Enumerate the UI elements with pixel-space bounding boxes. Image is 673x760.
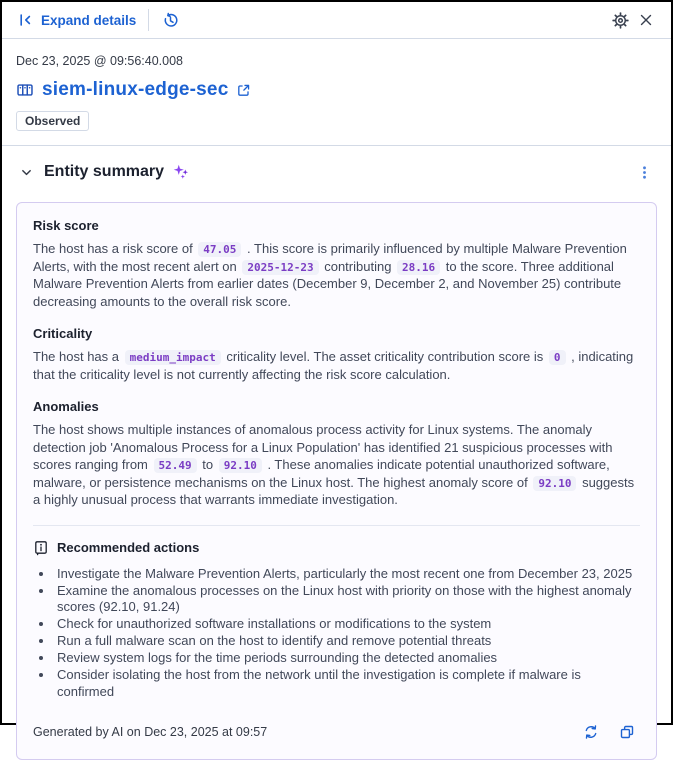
popout-icon[interactable] [236,83,251,98]
refresh-icon [583,724,599,740]
criticality-heading: Criticality [33,326,93,341]
host-icon [16,81,34,99]
recommended-action-item: • Consider isolating the host from the network until the investigation is complete if malware is confirmed [54,667,640,700]
doc-icon [33,540,49,556]
summary-menu-button[interactable] [631,159,657,185]
recommended-action-item: • Check for unauthorized software installations or modifications to the system [54,616,640,633]
close-button[interactable] [633,7,659,33]
entity-summary-header [16,159,657,185]
recommended-action-item: • Investigate the Malware Prevention Alerts, particularly the most recent one from December 23, 2025 [54,566,640,583]
toolbar-divider [148,9,149,31]
chevron-down-icon [20,166,33,179]
inline-code-value: 52.49 [154,458,197,473]
inline-code-value: medium_impact [125,350,221,365]
regenerate-button[interactable] [578,719,604,745]
flyout-toolbar [2,2,671,39]
expand-details-label: Expand details [41,12,137,28]
summary-footer [33,719,640,745]
inline-code-value: 0 [549,350,566,365]
copy-button[interactable] [614,719,640,745]
inline-code-value: 92.10 [533,476,576,491]
recommended-action-item: • Review system logs for the time periods surrounding the detected anomalies [54,650,640,667]
gear-icon [612,12,629,29]
copy-icon [619,724,635,740]
section-divider [2,145,671,146]
risk-score-paragraph: The host has a risk score of 47.05 . This score is primarily influenced by multiple Malware Prevention Alerts, with the most recent alert on 2025-12-23 contributing 28.16 to the score. Three additional Malware Prevention Alerts from earlier dates (December 9, December 2, and November 25) contribute decreasing amounts to the overall risk score. [33,241,627,309]
settings-button[interactable] [607,7,633,33]
recommended-actions-list [39,566,640,701]
recommended-action-item: • Examine the anomalous processes on the Linux host with priority on those with the highest anomaly scores (92.10, 91.24) [54,583,640,616]
recommended-action-item: • Run a full malware scan on the host to identify and remove potential threats [54,633,640,650]
entity-summary-panel [16,202,657,760]
recommended-divider [33,525,640,526]
inline-code-value: 92.10 [219,458,262,473]
inline-code-value: 2025-12-23 [242,260,318,275]
flyout-body [2,54,671,760]
recommended-actions-title: Recommended actions [57,540,200,555]
event-timestamp: Dec 23, 2025 @ 09:56:40.008 [16,54,183,68]
entity-summary-title: Entity summary [44,163,165,180]
observed-badge: Observed [16,111,89,131]
risk-score-heading: Risk score [33,218,99,233]
recommended-actions-header [33,540,640,556]
sparkles-icon [172,163,190,181]
criticality-paragraph: The host has a medium_impact criticality level. The asset criticality contribution score is 0 , indicating that the criticality level is not currently affecting the risk score calculation. [33,349,634,382]
host-title-row [16,79,657,101]
inline-code-value: 28.16 [397,260,440,275]
inline-code-value: 47.05 [198,242,241,257]
close-icon [638,12,654,28]
expand-details-button[interactable] [12,8,142,32]
collapse-toggle[interactable] [16,162,36,182]
arrow-start-icon [18,12,34,28]
generated-by-text: Generated by AI on Dec 23, 2025 at 09:57 [33,725,268,739]
kebab-icon [637,165,652,180]
history-icon [162,12,179,29]
anomalies-heading: Anomalies [33,399,99,414]
anomalies-paragraph: The host shows multiple instances of anomalous process activity for Linux systems. The anomaly detection job 'Anomalous Process for a Linux Population' has identified 21 suspicious processes with scores ranging from 52.49 to 92.10 . These anomalies indicate potential unauthorized software, malware, or persistence mechanisms on the Linux host. The highest anomaly score of 92.10 suggests a highly unusual process that warrants immediate investigation. [33,422,635,507]
history-button[interactable] [157,7,183,33]
host-name-link[interactable]: siem-linux-edge-sec [42,79,229,100]
